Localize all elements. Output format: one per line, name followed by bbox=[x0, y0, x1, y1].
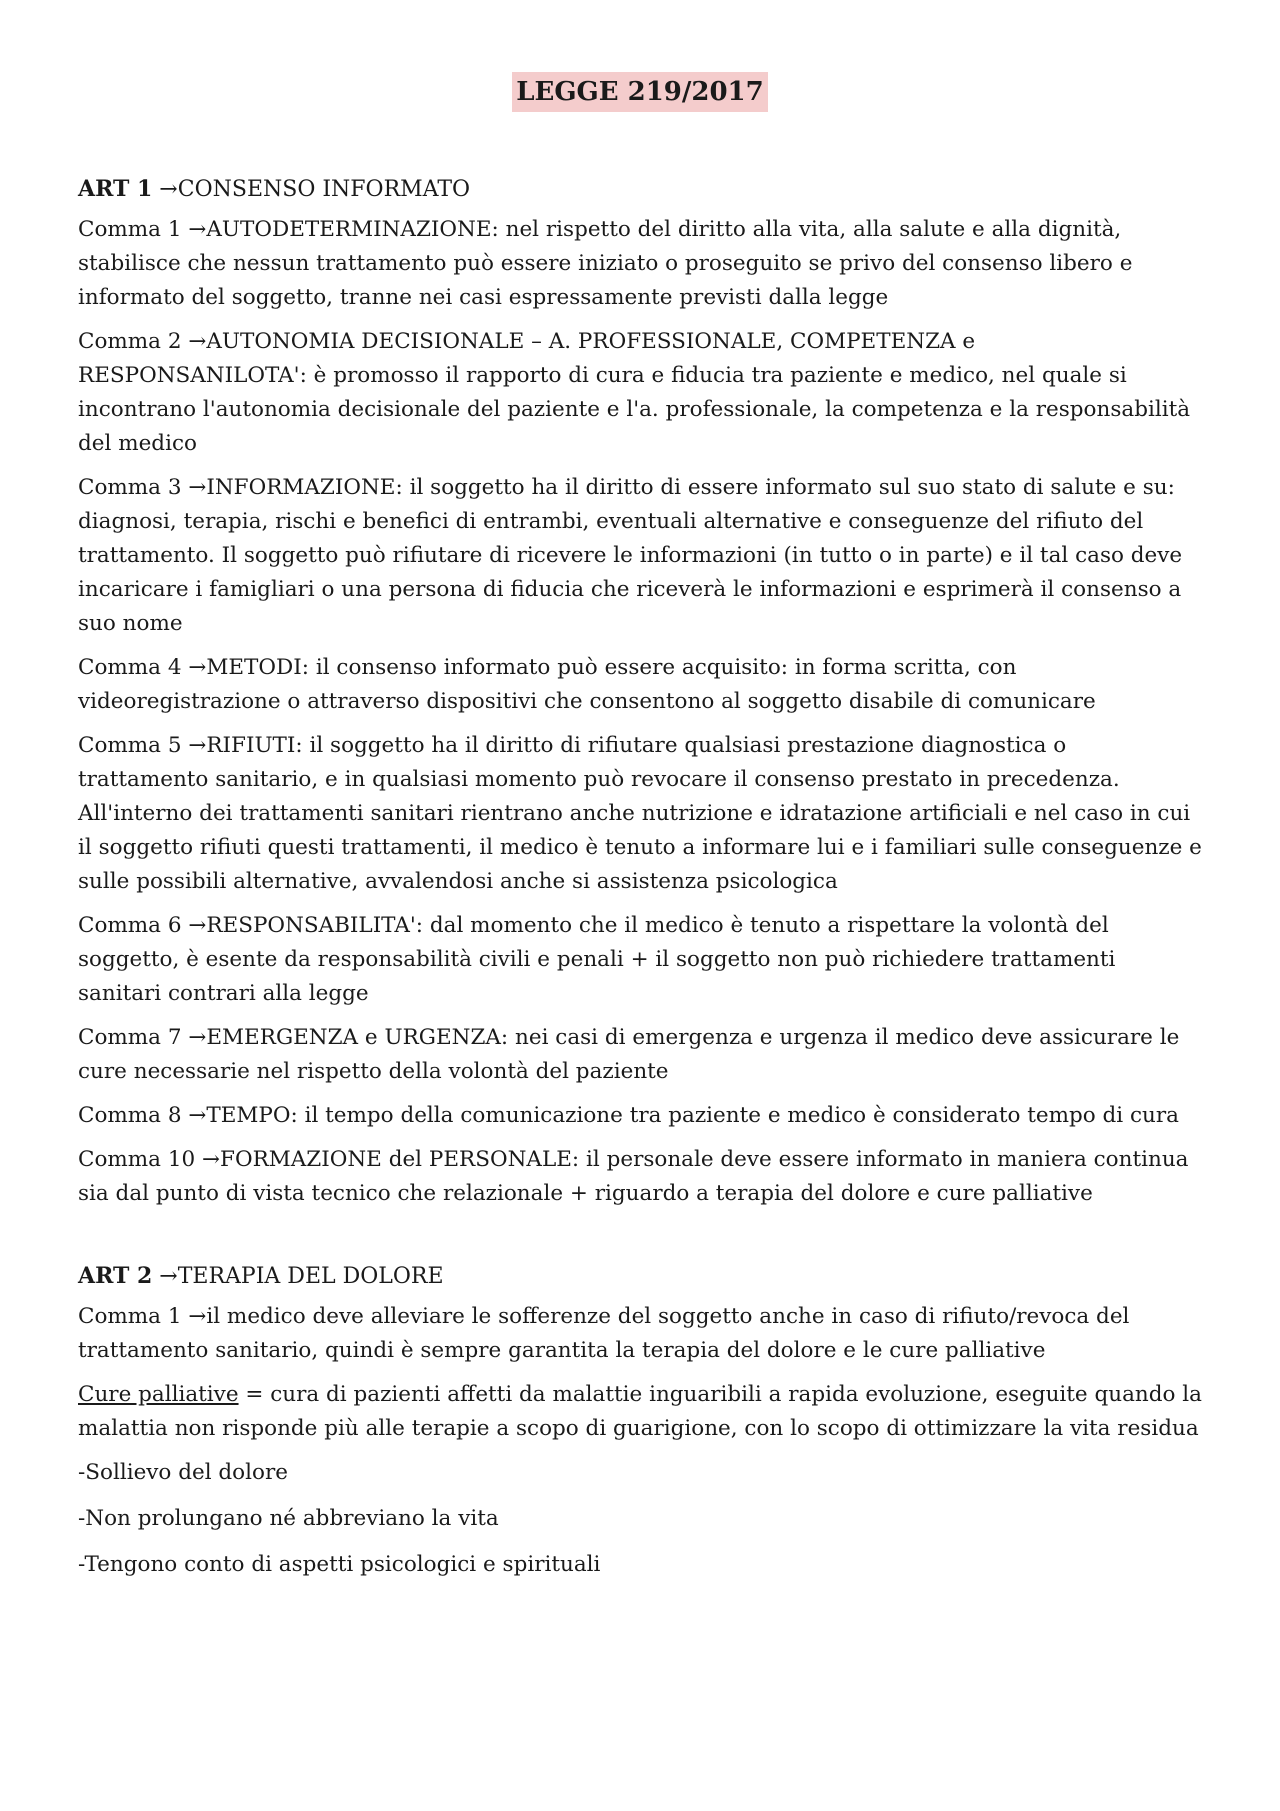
comma-paragraph: Comma 3 →INFORMAZIONE: il soggetto ha il diritto di essere informato sul suo stato di salute e su: diagnosi, terapia, rischi e benefici di entrambi, eventuali alternative e conseguenze del rifiuto del trattamento. Il soggetto può rifiutare di ricevere le informazioni (in tutto o in parte) e il tal caso deve incaricare i famigliari o una persona di fiducia che riceverà le informazioni e esprimerà il consenso a suo nome bbox=[78, 475, 1183, 636]
comma-paragraph: Comma 4 →METODI: il consenso informato può essere acquisito: in forma scritta, con videoregistrazione o attraverso dispositivi che consentono al soggetto disabile di comunicare bbox=[78, 655, 1096, 714]
comma-paragraph: Comma 5 →RIFIUTI: il soggetto ha il diritto di rifiutare qualsiasi prestazione diagnostica o trattamento sanitario, e in qualsiasi momento può revocare il consenso prestato in precedenza. All'interno dei trattamenti sanitari rientrano anche nutrizione e idratazione artificiali e nel caso in cui il soggetto rifiuti questi trattamenti, il medico è tenuto a informare lui e i familiari sulle conseguenze e sulle possibili alternative, avvalendosi anche si assistenza psicologica bbox=[78, 733, 1202, 894]
article-1-title: CONSENSO INFORMATO bbox=[177, 177, 471, 202]
document-title: LEGGE 219/2017 bbox=[512, 72, 768, 112]
section-spacer bbox=[78, 1221, 1202, 1261]
definition-term: Cure palliative bbox=[78, 1382, 239, 1407]
article-2-heading bbox=[78, 1261, 1202, 1292]
list-item: -Non prolungano né abbreviano la vita bbox=[78, 1506, 499, 1531]
definition-paragraph bbox=[78, 1378, 1202, 1446]
list-item: -Tengono conto di aspetti psicologici e spirituali bbox=[78, 1552, 601, 1577]
article-2-number: ART 2 bbox=[78, 1263, 153, 1289]
article-2-title: TERAPIA DEL DOLORE bbox=[177, 1264, 444, 1289]
article-1-heading bbox=[78, 174, 1202, 205]
comma-paragraph: Comma 2 →AUTONOMIA DECISIONALE – A. PROFESSIONALE, COMPETENZA e RESPONSANILOTA': è promosso il rapporto di cura e fiducia tra paziente e medico, nel quale si incontrano l'autonomia decisionale del paziente e l'a. professionale, la competenza e la responsabilità del medico bbox=[78, 329, 1191, 456]
comma-paragraph: Comma 6 →RESPONSABILITA': dal momento che il medico è tenuto a rispettare la volontà del soggetto, è esente da responsabilità civili e penali + il soggetto non può richiedere trattamenti sanitari contrari alla legge bbox=[78, 913, 1116, 1006]
title-wrap bbox=[78, 72, 1202, 112]
comma-paragraph: Comma 8 →TEMPO: il tempo della comunicazione tra paziente e medico è considerato tempo di cura bbox=[78, 1103, 1179, 1128]
article-1-number: ART 1 bbox=[78, 176, 153, 202]
comma-paragraph: Comma 1 →il medico deve alleviare le sofferenze del soggetto anche in caso di rifiuto/revoca del trattamento sanitario, quindi è sempre garantita la terapia del dolore e le cure palliative bbox=[78, 1304, 1130, 1363]
article-1-arrow: → bbox=[152, 177, 178, 202]
comma-paragraph: Comma 10 →FORMAZIONE del PERSONALE: il personale deve essere informato in maniera continua sia dal punto di vista tecnico che relazionale + riguardo a terapia del dolore e cure palliative bbox=[78, 1147, 1189, 1206]
list-item: -Sollievo del dolore bbox=[78, 1460, 288, 1485]
comma-paragraph: Comma 1 →AUTODETERMINAZIONE: nel rispetto del diritto alla vita, alla salute e alla dignità, stabilisce che nessun trattamento può essere iniziato o proseguito se privo del consenso libero e informato del soggetto, tranne nei casi espressamente previsti dalla legge bbox=[78, 217, 1133, 310]
comma-paragraph: Comma 7 →EMERGENZA e URGENZA: nei casi di emergenza e urgenza il medico deve assicurare le cure necessarie nel rispetto della volontà del paziente bbox=[78, 1025, 1180, 1084]
definition-text: = cura di pazienti affetti da malattie inguaribili a rapida evoluzione, eseguite quando la malattia non risponde più alle terapie a scopo di guarigione, con lo scopo di ottimizzare la vita residua bbox=[78, 1382, 1202, 1441]
article-2-arrow: → bbox=[152, 1264, 178, 1289]
